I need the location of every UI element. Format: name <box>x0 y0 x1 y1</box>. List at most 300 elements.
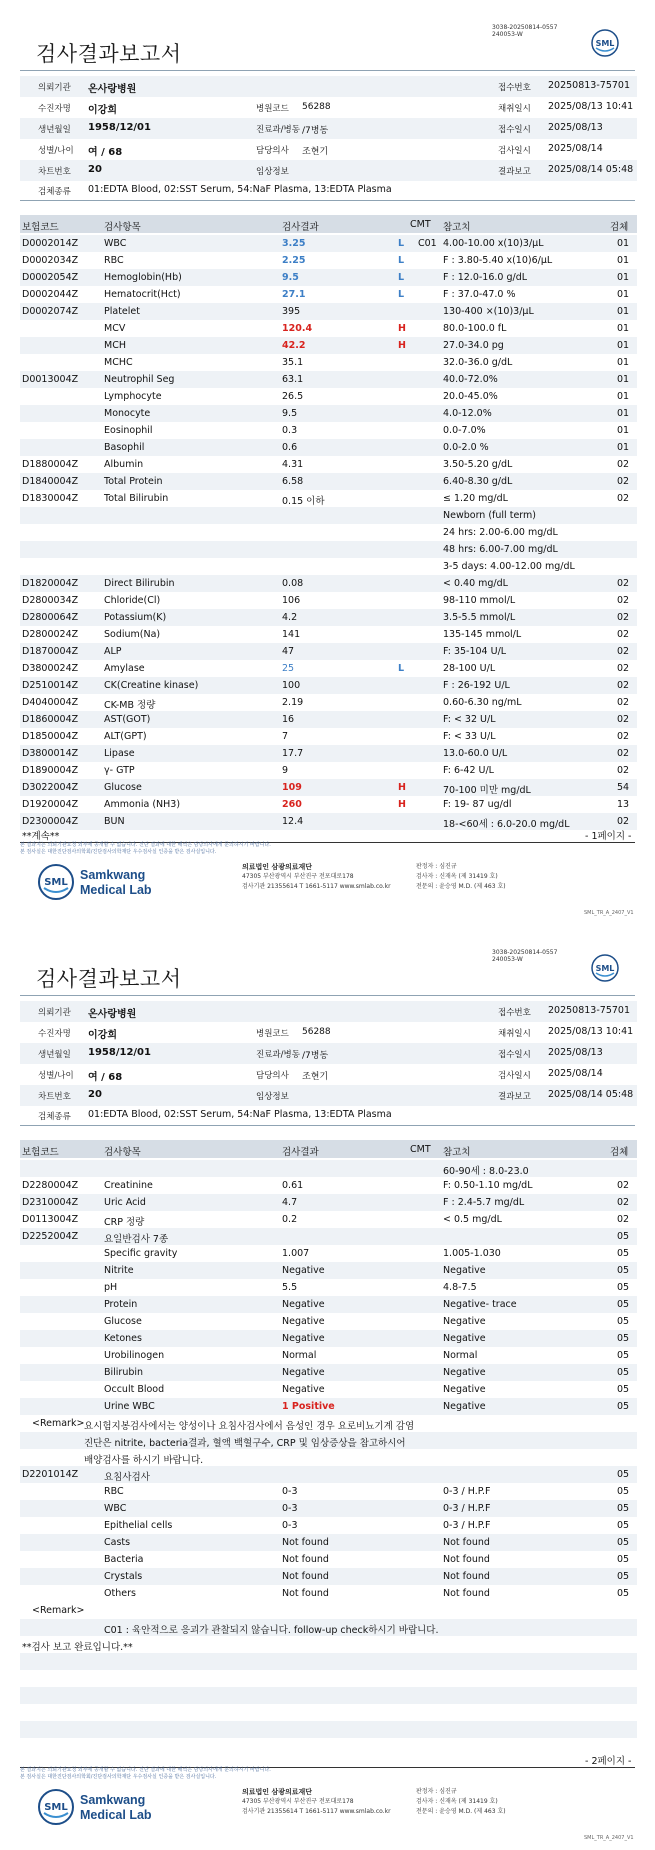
test-result: 12.4 <box>282 816 304 827</box>
sex-age: 여 / 68 <box>88 147 123 158</box>
test-item: BUN <box>104 816 125 827</box>
reference-range: 24 hrs: 2.00-6.00 mg/dL <box>443 527 558 538</box>
test-item: Hematocrit(Hct) <box>104 289 181 300</box>
reference-range: F: 6-42 U/L <box>443 765 494 776</box>
table-row <box>20 235 637 252</box>
results-table-header: 보험코드 검사항목 검사결과 CMT 참고치 검체 <box>20 215 637 233</box>
svg-text:SML: SML <box>595 39 615 48</box>
test-date: 2025/08/14 <box>548 143 603 154</box>
test-result: 120.4 <box>282 323 313 334</box>
test-item: Glucose <box>104 1316 142 1327</box>
test-result: 0-3 <box>282 1520 298 1531</box>
table-row <box>20 269 637 286</box>
reference-range: 0.0-7.0% <box>443 425 486 436</box>
reference-range: 48 hrs: 6.00-7.00 mg/dL <box>443 544 558 555</box>
specimen-code: 02 <box>617 629 630 640</box>
test-item: MCHC <box>104 357 133 368</box>
specimen-types: 검체종류 01:EDTA Blood, 02:SST Serum, 54:NaF Plasma, 13:EDTA Plasma <box>38 1109 392 1122</box>
result-flag: H <box>398 323 406 334</box>
page-number: - 2페이지 - <box>585 1756 632 1767</box>
report-codes: 3038-20250814-0557 240053-W <box>492 949 558 963</box>
test-item: Glucose <box>104 782 142 793</box>
sml-logo-icon <box>590 28 620 58</box>
test-code: D0002074Z <box>22 306 79 317</box>
table-row <box>20 643 637 660</box>
test-item: 요침사검사 <box>104 1472 150 1483</box>
test-item: AST(GOT) <box>104 714 151 725</box>
test-result: 9.5 <box>282 272 299 283</box>
doctor-name: 조현기 <box>302 147 329 157</box>
test-result: 47 <box>282 646 295 657</box>
table-row <box>20 1585 637 1602</box>
test-item: Creatinine <box>104 1180 153 1191</box>
test-code: D0113004Z <box>22 1214 79 1225</box>
table-row <box>20 1568 637 1585</box>
table-row <box>20 252 637 269</box>
table-row <box>20 286 637 303</box>
reference-range: Not found <box>443 1554 490 1565</box>
reference-range: 32.0-36.0 g/dL <box>443 357 513 368</box>
test-code: D1820004Z <box>22 578 79 589</box>
test-result: 17.7 <box>282 748 304 759</box>
test-code: D0002054Z <box>22 272 79 283</box>
reference-range: 0.0-2.0 % <box>443 442 489 453</box>
table-row <box>20 490 637 507</box>
specimen-code: 05 <box>617 1265 630 1276</box>
report-codes: 3038-20250814-0557 240053-W <box>492 24 558 38</box>
table-row <box>20 1313 637 1330</box>
test-code: D3800014Z <box>22 748 79 759</box>
remark-row: <Remark> <box>32 1605 85 1616</box>
specimen-code: 54 <box>617 782 630 793</box>
test-result: 7 <box>282 731 289 742</box>
specimen-code: 02 <box>617 493 630 504</box>
footnote: 본 결과지는 의뢰기관요청 외부에 공개할 수 없습니다. 진단 결과에 대한 해석은 담당의사에게 문의하시기 바랍니다. 본 검사실은 대한진단검사의학회/진단검사의학재단 우수검사실 인증을 받은 검사실입니다. <box>20 1767 271 1780</box>
table-row <box>20 507 637 524</box>
patient-name: 이강희 <box>88 105 117 116</box>
test-result: Negative <box>282 1367 325 1378</box>
reference-range: 70-100 미만 mg/dL <box>443 785 531 796</box>
test-item: RBC <box>104 255 124 266</box>
reference-range: Not found <box>443 1571 490 1582</box>
test-result: 1 Positive <box>282 1401 335 1412</box>
test-item: Total Protein <box>104 476 163 487</box>
specimen-code: 02 <box>617 612 630 623</box>
specimen-code: 02 <box>617 1197 630 1208</box>
test-code: D1830004Z <box>22 493 79 504</box>
patient-info: 의뢰기관 온사랑병원 접수번호 20250813-75701 수진자명 이강희 병원코드 56288 채취일시 2025/08/13 10:41 생년월일 1958/12/01 진료과/병동 /7병동 접수일시 2025/08/13 성별/나이 여 / 68 담당의사 조현기 검사일시 2025/08/14 차트번호 20 임상정보 결과보고 2025/08/14 05:48 <box>20 76 637 181</box>
specimen-code: 01 <box>617 272 630 283</box>
reference-range: 3.50-5.20 g/dL <box>443 459 513 470</box>
test-item: MCH <box>104 340 126 351</box>
reference-range: Negative <box>443 1333 486 1344</box>
reference-range: Normal <box>443 1350 478 1361</box>
test-result: 42.2 <box>282 340 306 351</box>
specimen-code: 02 <box>617 731 630 742</box>
table-row <box>20 1364 637 1381</box>
table-row <box>20 796 637 813</box>
table-row <box>20 439 637 456</box>
specimen-code: 01 <box>617 323 630 334</box>
table-row <box>20 1160 637 1177</box>
test-code: D2800034Z <box>22 595 79 606</box>
signatures: 판정자 : 심진규 검사자 : 신재옥 (제 31419 호) 전문의 : 윤승영 M.D. (제 463 호) <box>416 1788 506 1815</box>
specimen-code: 05 <box>617 1367 630 1378</box>
report-title: 검사결과보고서 <box>36 967 182 991</box>
specimen-code: 01 <box>617 255 630 266</box>
specimen-code: 05 <box>617 1282 630 1293</box>
reference-range: Negative <box>443 1384 486 1395</box>
test-item: Direct Bilirubin <box>104 578 175 589</box>
reference-range: 1.005-1.030 <box>443 1248 501 1259</box>
table-row <box>20 473 637 490</box>
test-code: D2300004Z <box>22 816 79 827</box>
hospital-name: 온사랑병원 <box>88 84 137 95</box>
table-row <box>20 1517 637 1534</box>
test-result: 4.31 <box>282 459 304 470</box>
test-result: 0-3 <box>282 1486 298 1497</box>
reference-range: 20.0-45.0% <box>443 391 498 402</box>
table-row <box>20 1296 637 1313</box>
footnote: 본 결과지는 의뢰기관요청 외부에 공개할 수 없습니다. 진단 결과에 대한 해석은 담당의사에게 문의하시기 바랍니다. 본 검사실은 대한진단검사의학회/진단검사의학재단 우수검사실 인증을 받은 검사실입니다. <box>20 842 271 855</box>
specimen-types: 검체종류 01:EDTA Blood, 02:SST Serum, 54:NaF Plasma, 13:EDTA Plasma <box>38 184 392 197</box>
specimen-code: 05 <box>617 1231 630 1242</box>
reference-range: 3.5-5.5 mmol/L <box>443 612 516 623</box>
test-item: Specific gravity <box>104 1248 178 1259</box>
test-result: 4.7 <box>282 1197 298 1208</box>
results-table-page-2: 60-90세 : 8.0-23.0 D2280004Z Creatinine 0.61 F: 0.50-1.10 mg/dL 02 D2310004Z Uric Acid 4.7 F : 2.4-5.7 mg/dL 02 D0113004Z CRP 정량 0.2 < 0.5 mg/dL 02 D2252004Z 요일반검사 7종 05 Specific gravity 1.007 1.005-1.030 05 Nitrite Negative Negative 05 pH 5.5 4.8-7.5 05 Protein Negative Negative- trace 05 Glucose Negative Negative 05 Ketones Negative Negative 05 Urobilinogen Normal Normal 05 Bilirubin Negative Negative 05 Occult Blood Negative Negative 05 Urine WBC 1 Positive Negative 05 <Remark> 요시험지봉검사에서는 양성이나 요침사검사에서 음성인 경우 요로비뇨기계 감염 진단은 nitrite, bacteria결과, 혈액 백혈구수, CRP 및 임상증상을 참고하시어 배양검사를 하시기 바랍니다. D2201014Z 요침사검사 05 RBC 0-3 0-3 / H.P.F 05 WBC 0-3 0-3 / H.P.F 05 Epithelial cells 0-3 0-3 / H.P.F 05 Casts Not found Not found 05 Bacteria Not found Not found 05 Crystals Not found Not found 05 Others Not found Not found 05 <Remark> C01 : 육안적으로 응괴가 관찰되지 않습니다. follow-up check하시기 바랍니다. **검사 보고 완료입니다.** <box>20 1160 637 1738</box>
test-result: Negative <box>282 1299 325 1310</box>
continued-marker: **계속** <box>22 831 60 842</box>
specimen-code: 05 <box>617 1486 630 1497</box>
remark-row: <Remark> 요시험지봉검사에서는 양성이나 요침사검사에서 음성인 경우 요로비뇨기계 감염 <box>32 1418 415 1432</box>
test-result: 395 <box>282 306 301 317</box>
completed-marker: **검사 보고 완료입니다.** <box>22 1642 133 1653</box>
receipt-date: 2025/08/13 <box>548 122 603 133</box>
reference-range: 0.60-6.30 ng/mL <box>443 697 522 708</box>
svg-text:SML: SML <box>44 877 68 888</box>
test-result: 106 <box>282 595 301 606</box>
table-row <box>20 762 637 779</box>
reference-range: 40.0-72.0% <box>443 374 498 385</box>
test-item: Nitrite <box>104 1265 134 1276</box>
test-code: D0002044Z <box>22 289 79 300</box>
test-item: MCV <box>104 323 126 334</box>
specimen-code: 01 <box>617 408 630 419</box>
test-item: Platelet <box>104 306 140 317</box>
specimen-code: 05 <box>617 1469 630 1480</box>
patient-info: 의뢰기관 온사랑병원 접수번호 20250813-75701 수진자명 이강희 병원코드 56288 채취일시 2025/08/13 10:41 생년월일 1958/12/01 진료과/병동 /7병동 접수일시 2025/08/13 성별/나이 여 / 68 담당의사 조현기 검사일시 2025/08/14 차트번호 20 임상정보 결과보고 2025/08/14 05:48 <box>20 1001 637 1106</box>
reference-range: 18-<60세 : 6.0-20.0 mg/dL <box>443 819 570 830</box>
test-code: D1850004Z <box>22 731 79 742</box>
report-datetime: 2025/08/14 05:48 <box>548 164 634 175</box>
test-code: D0002014Z <box>22 238 79 249</box>
test-item: Urobilinogen <box>104 1350 165 1361</box>
reference-range: F: < 33 U/L <box>443 731 496 742</box>
reference-range: 80.0-100.0 fL <box>443 323 507 334</box>
test-result: 26.5 <box>282 391 304 402</box>
specimen-code: 02 <box>617 663 630 674</box>
test-result: Not found <box>282 1571 329 1582</box>
specimen-code: 05 <box>617 1554 630 1565</box>
specimen-code: 05 <box>617 1384 630 1395</box>
test-item: Neutrophil Seg <box>104 374 175 385</box>
specimen-code: 01 <box>617 289 630 300</box>
table-row <box>20 1398 637 1415</box>
samkwang-logo-icon <box>36 1787 76 1827</box>
table-row <box>20 1330 637 1347</box>
test-item: ALT(GPT) <box>104 731 147 742</box>
test-code: D0013004Z <box>22 374 79 385</box>
specimen-code: 05 <box>617 1248 630 1259</box>
specimen-code: 02 <box>617 748 630 759</box>
specimen-code: 05 <box>617 1350 630 1361</box>
test-item: γ- GTP <box>104 765 135 776</box>
table-row <box>20 575 637 592</box>
test-result: 0.08 <box>282 578 304 589</box>
test-item: Amylase <box>104 663 145 674</box>
specimen-code: 01 <box>617 340 630 351</box>
test-result: 2.19 <box>282 697 304 708</box>
test-item: Sodium(Na) <box>104 629 161 640</box>
test-code: D2800064Z <box>22 612 79 623</box>
page-number: - 1페이지 - <box>585 831 632 842</box>
specimen-code: 02 <box>617 646 630 657</box>
test-item: Bilirubin <box>104 1367 144 1378</box>
test-result: Normal <box>282 1350 317 1361</box>
reference-range: 0-3 / H.P.F <box>443 1520 491 1531</box>
specimen-code: 02 <box>617 765 630 776</box>
specimen-code: 02 <box>617 714 630 725</box>
table-row <box>20 592 637 609</box>
test-item: Hemoglobin(Hb) <box>104 272 182 283</box>
test-item: CK(Creatine kinase) <box>104 680 199 691</box>
comment-code: C01 <box>418 238 437 249</box>
table-row <box>20 1483 637 1500</box>
reference-range: F : 3.80-5.40 x(10)6/μL <box>443 255 553 266</box>
reference-range: 0-3 / H.P.F <box>443 1503 491 1514</box>
table-row <box>20 1534 637 1551</box>
result-flag: L <box>398 272 405 283</box>
test-result: 0.6 <box>282 442 298 453</box>
test-result: 16 <box>282 714 295 725</box>
test-item: ALP <box>104 646 122 657</box>
specimen-code: 05 <box>617 1401 630 1412</box>
test-code: D2280004Z <box>22 1180 79 1191</box>
specimen-code: 02 <box>617 816 630 827</box>
test-item: WBC <box>104 1503 127 1514</box>
specimen-code: 02 <box>617 578 630 589</box>
table-row <box>20 677 637 694</box>
table-row <box>20 1177 637 1194</box>
header-divider <box>20 70 635 71</box>
specimen-code: 02 <box>617 697 630 708</box>
specimen-code: 02 <box>617 476 630 487</box>
table-row <box>20 405 637 422</box>
reference-range: Not found <box>443 1588 490 1599</box>
specimen-code: 01 <box>617 374 630 385</box>
test-item: Albumin <box>104 459 144 470</box>
specimen-code: 01 <box>617 425 630 436</box>
test-code: D3800024Z <box>22 663 79 674</box>
table-row <box>20 337 637 354</box>
test-item: Ketones <box>104 1333 142 1344</box>
test-result: 0.61 <box>282 1180 304 1191</box>
specimen-code: 05 <box>617 1503 630 1514</box>
test-result: 141 <box>282 629 301 640</box>
result-flag: H <box>398 799 406 810</box>
report-title: 검사결과보고서 <box>36 42 182 66</box>
specimen-code: 05 <box>617 1520 630 1531</box>
test-item: 요일반검사 7종 <box>104 1234 169 1245</box>
test-item: CRP 정량 <box>104 1217 145 1228</box>
reference-range: Negative <box>443 1367 486 1378</box>
result-flag: L <box>398 663 405 674</box>
samkwang-logo: SML Samkwang Medical Lab <box>36 862 156 906</box>
table-row <box>20 456 637 473</box>
test-item: Others <box>104 1588 136 1599</box>
table-row <box>20 1279 637 1296</box>
test-result: 0.15 이하 <box>282 496 325 507</box>
table-row <box>20 1228 637 1245</box>
test-code: D2252004Z <box>22 1231 79 1242</box>
specimen-code: 01 <box>617 442 630 453</box>
table-row <box>20 1466 637 1483</box>
test-result: 25 <box>282 663 295 674</box>
table-row <box>20 388 637 405</box>
receipt-number: 20250813-75701 <box>548 80 631 91</box>
sml-logo-icon <box>590 953 620 983</box>
specimen-code: 01 <box>617 357 630 368</box>
test-code: D0002034Z <box>22 255 79 266</box>
org-info: 의료법인 삼광의료재단 47305 부산광역시 부산진구 전포대로178 검사기관 21355614 T 1661-5117 www.smlab.co.kr <box>242 1788 391 1815</box>
table-row <box>20 320 637 337</box>
test-result: 0.3 <box>282 425 298 436</box>
reference-range: Negative- trace <box>443 1299 517 1310</box>
reference-range: 3-5 days: 4.00-12.00 mg/dL <box>443 561 575 572</box>
table-row <box>20 524 637 541</box>
specimen-code: 05 <box>617 1571 630 1582</box>
test-item: Epithelial cells <box>104 1520 173 1531</box>
test-code: D1860004Z <box>22 714 79 725</box>
test-code: D1870004Z <box>22 646 79 657</box>
specimen-code: 02 <box>617 595 630 606</box>
reference-range: 135-145 mmol/L <box>443 629 522 640</box>
test-result: 6.58 <box>282 476 304 487</box>
test-code: D1840004Z <box>22 476 79 487</box>
specimen-code: 02 <box>617 459 630 470</box>
test-item: Casts <box>104 1537 131 1548</box>
result-flag: H <box>398 782 406 793</box>
specimen-code: 02 <box>617 1180 630 1191</box>
test-item: Chloride(Cl) <box>104 595 161 606</box>
test-result: 0.2 <box>282 1214 298 1225</box>
test-item: Lymphocyte <box>104 391 162 402</box>
test-result: 2.25 <box>282 255 306 266</box>
test-result: Negative <box>282 1384 325 1395</box>
specimen-code: 05 <box>617 1588 630 1599</box>
test-item: Eosinophil <box>104 425 153 436</box>
test-result: 109 <box>282 782 302 793</box>
table-row <box>20 711 637 728</box>
reference-range: ≤ 1.20 mg/dL <box>443 493 508 504</box>
collect-datetime: 2025/08/13 10:41 <box>548 101 634 112</box>
test-item: Uric Acid <box>104 1197 146 1208</box>
test-item: WBC <box>104 238 127 249</box>
result-flag: L <box>398 255 405 266</box>
specimen-code: 01 <box>617 306 630 317</box>
test-result: 0-3 <box>282 1503 298 1514</box>
form-number: SML_TR_A_2407_V1 <box>584 910 634 916</box>
date-of-birth: 1958/12/01 <box>88 122 151 133</box>
test-item: Crystals <box>104 1571 143 1582</box>
table-row <box>20 1262 637 1279</box>
table-row <box>20 422 637 439</box>
signatures: 판정자 : 심진규 검사자 : 신재옥 (제 31419 호) 전문의 : 윤승영 M.D. (제 463 호) <box>416 863 506 890</box>
table-row <box>20 371 637 388</box>
test-code: D1890004Z <box>22 765 79 776</box>
table-row <box>20 1211 637 1228</box>
test-result: 100 <box>282 680 301 691</box>
test-code: D1880004Z <box>22 459 79 470</box>
reference-range: F: 0.50-1.10 mg/dL <box>443 1180 533 1191</box>
table-row <box>20 728 637 745</box>
test-item: Bacteria <box>104 1554 144 1565</box>
table-row <box>20 1381 637 1398</box>
test-item: Lipase <box>104 748 135 759</box>
table-row <box>20 1347 637 1364</box>
test-result: 4.2 <box>282 612 298 623</box>
reference-range: 0-3 / H.P.F <box>443 1486 491 1497</box>
result-flag: H <box>398 340 406 351</box>
specimen-code: 05 <box>617 1537 630 1548</box>
reference-range: F : 26-192 U/L <box>443 680 510 691</box>
table-row <box>20 813 637 830</box>
table-row <box>20 609 637 626</box>
department: /7병동 <box>302 126 329 136</box>
table-row <box>20 779 637 796</box>
specimen-code: 01 <box>617 238 630 249</box>
result-flag: L <box>398 289 405 300</box>
specimen-code: 01 <box>617 391 630 402</box>
specimen-code: 02 <box>617 680 630 691</box>
specimen-code: 05 <box>617 1316 630 1327</box>
test-item: CK-MB 정량 <box>104 700 156 711</box>
reference-range: 28-100 U/L <box>443 663 496 674</box>
test-result: Negative <box>282 1333 325 1344</box>
test-result: 260 <box>282 799 302 810</box>
hospital-code: 56288 <box>302 102 331 112</box>
org-info: 의료법인 삼광의료재단 47305 부산광역시 부산진구 전포대로178 검사기관 21355614 T 1661-5117 www.smlab.co.kr <box>242 863 391 890</box>
reference-range: F : 2.4-5.7 mg/dL <box>443 1197 525 1208</box>
test-item: Ammonia (NH3) <box>104 799 181 810</box>
table-row <box>20 354 637 371</box>
reference-range: 4.00-10.00 x(10)3/μL <box>443 238 544 249</box>
table-row <box>20 626 637 643</box>
test-item: Potassium(K) <box>104 612 167 623</box>
specimen-code: 02 <box>617 1214 630 1225</box>
table-row <box>20 1551 637 1568</box>
table-row <box>20 660 637 677</box>
result-flag: L <box>398 238 405 249</box>
reference-range: 130-400 ×(10)3/μL <box>443 306 534 317</box>
reference-range: 98-110 mmol/L <box>443 595 516 606</box>
test-item: Protein <box>104 1299 138 1310</box>
reference-range: Negative <box>443 1401 486 1412</box>
test-result: 3.25 <box>282 238 306 249</box>
test-item: Urine WBC <box>104 1401 155 1412</box>
test-result: 9.5 <box>282 408 298 419</box>
